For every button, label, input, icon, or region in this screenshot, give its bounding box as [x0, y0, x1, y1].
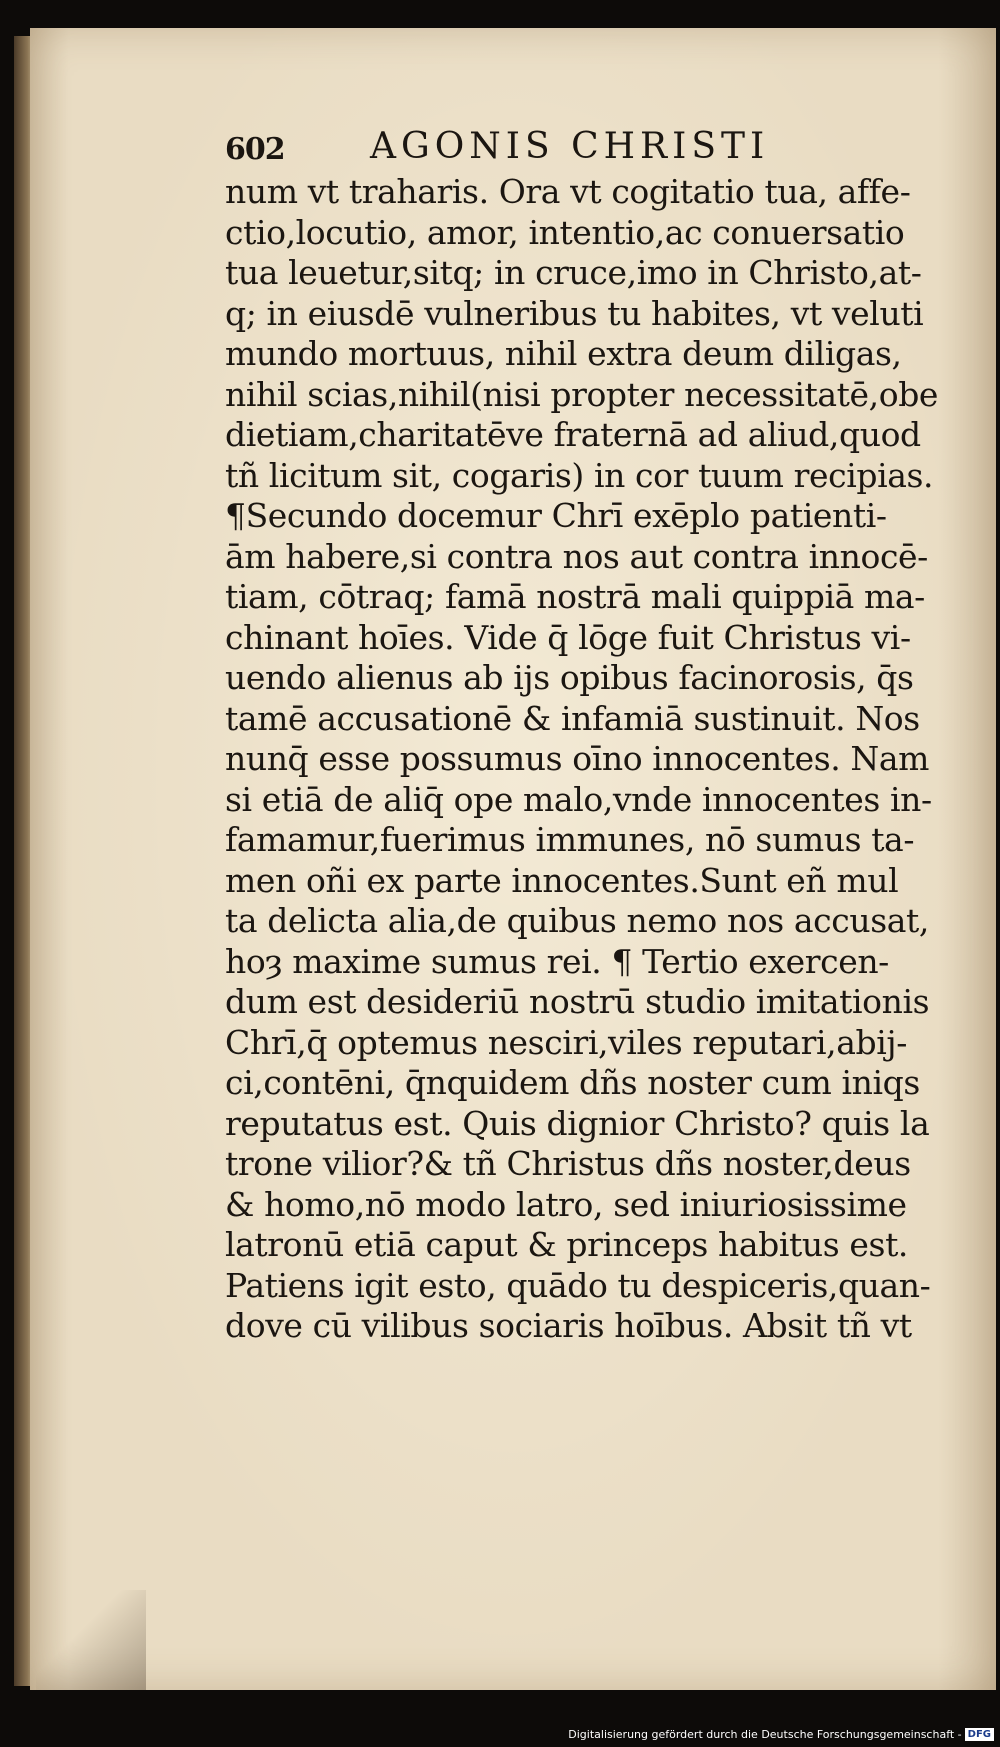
text-line: latronū etiā caput & princeps habitus est. — [225, 1225, 909, 1264]
text-line: men oñi ex parte innocentes.Sunt eñ mul — [225, 860, 899, 900]
text-line: si etiā de aliq̄ ope malo,vnde innocentes in- — [225, 779, 932, 819]
page-corner-wear — [36, 1590, 146, 1690]
credit-text: Digitalisierung gefördert durch die Deutsche Forschungsgemeinschaft - — [568, 1728, 962, 1741]
text-line: ta delicta alia,de quibus nemo nos accusat, — [225, 901, 929, 940]
running-head-title: AGONIS CHRISTI — [370, 126, 770, 167]
page-text — [225, 126, 975, 1347]
text-line: ci,contēni, q̄nquidem dñs noster cum iniqs — [225, 1063, 920, 1102]
text-line: & homo,nō modo latro, sed iniuriosissime — [225, 1184, 907, 1224]
text-line: tiam, cōtraq; famā nostrā mali quippiā ma- — [225, 577, 925, 616]
text-line: num vt traharis. Ora vt cogitatio tua, affe- — [225, 172, 911, 211]
text-line: hoȝ maxime sumus rei. ¶ Tertio exercen- — [225, 941, 889, 981]
text-line: ām habere,si contra nos aut contra innocē- — [225, 536, 928, 576]
text-line: nihil scias,nihil(nisi propter necessitatē,obe — [225, 374, 939, 414]
text-line: q; in eiusdē vulneribus tu habites, vt veluti — [225, 293, 924, 333]
text-line: ¶Secundo docemur Chrī exēplo patienti- — [225, 496, 887, 535]
running-head — [225, 126, 975, 170]
text-line: uendo alienus ab ijs opibus facinorosis, q̄s — [225, 658, 914, 697]
dfg-logo: DFG — [965, 1728, 994, 1741]
text-line: trone vilior?& tñ Christus dñs noster,deus — [225, 1144, 911, 1183]
text-line: tamē accusationē & infamiā sustinuit. Nos — [225, 698, 920, 738]
text-line: Chrī,q̄ optemus nesciri,viles reputari,abij- — [225, 1022, 907, 1062]
text-line: mundo mortuus, nihil extra deum diligas, — [225, 334, 902, 373]
text-line: dietiam,charitatēve fraternā ad aliud,quod — [225, 415, 921, 454]
body-text — [225, 172, 975, 1347]
text-line: nunq̄ esse possumus oīno innocentes. Nam — [225, 739, 930, 778]
page-number: 602 — [225, 132, 285, 167]
text-line: ctio,locutio, amor, intentio,ac conuersatio — [225, 212, 905, 252]
text-line: dum est desideriū nostrū studio imitationis — [225, 982, 930, 1021]
digitization-credit — [568, 1728, 994, 1741]
text-line: tua leuetur,sitq; in cruce,imo in Christo,at- — [225, 253, 922, 292]
text-line: famamur,fuerimus immunes, nō sumus ta- — [225, 820, 915, 859]
text-line: reputatus est. Quis dignior Christo? quis la — [225, 1103, 930, 1143]
text-line: tñ licitum sit, cogaris) in cor tuum recipias. — [225, 455, 934, 495]
text-line: chinant hoīes. Vide q̄ lōge fuit Christus vi- — [225, 617, 911, 657]
text-line: dove cū vilibus sociaris hoībus. Absit tñ vt — [225, 1306, 912, 1345]
text-line: Patiens igit esto, quādo tu despiceris,quan- — [225, 1265, 931, 1305]
